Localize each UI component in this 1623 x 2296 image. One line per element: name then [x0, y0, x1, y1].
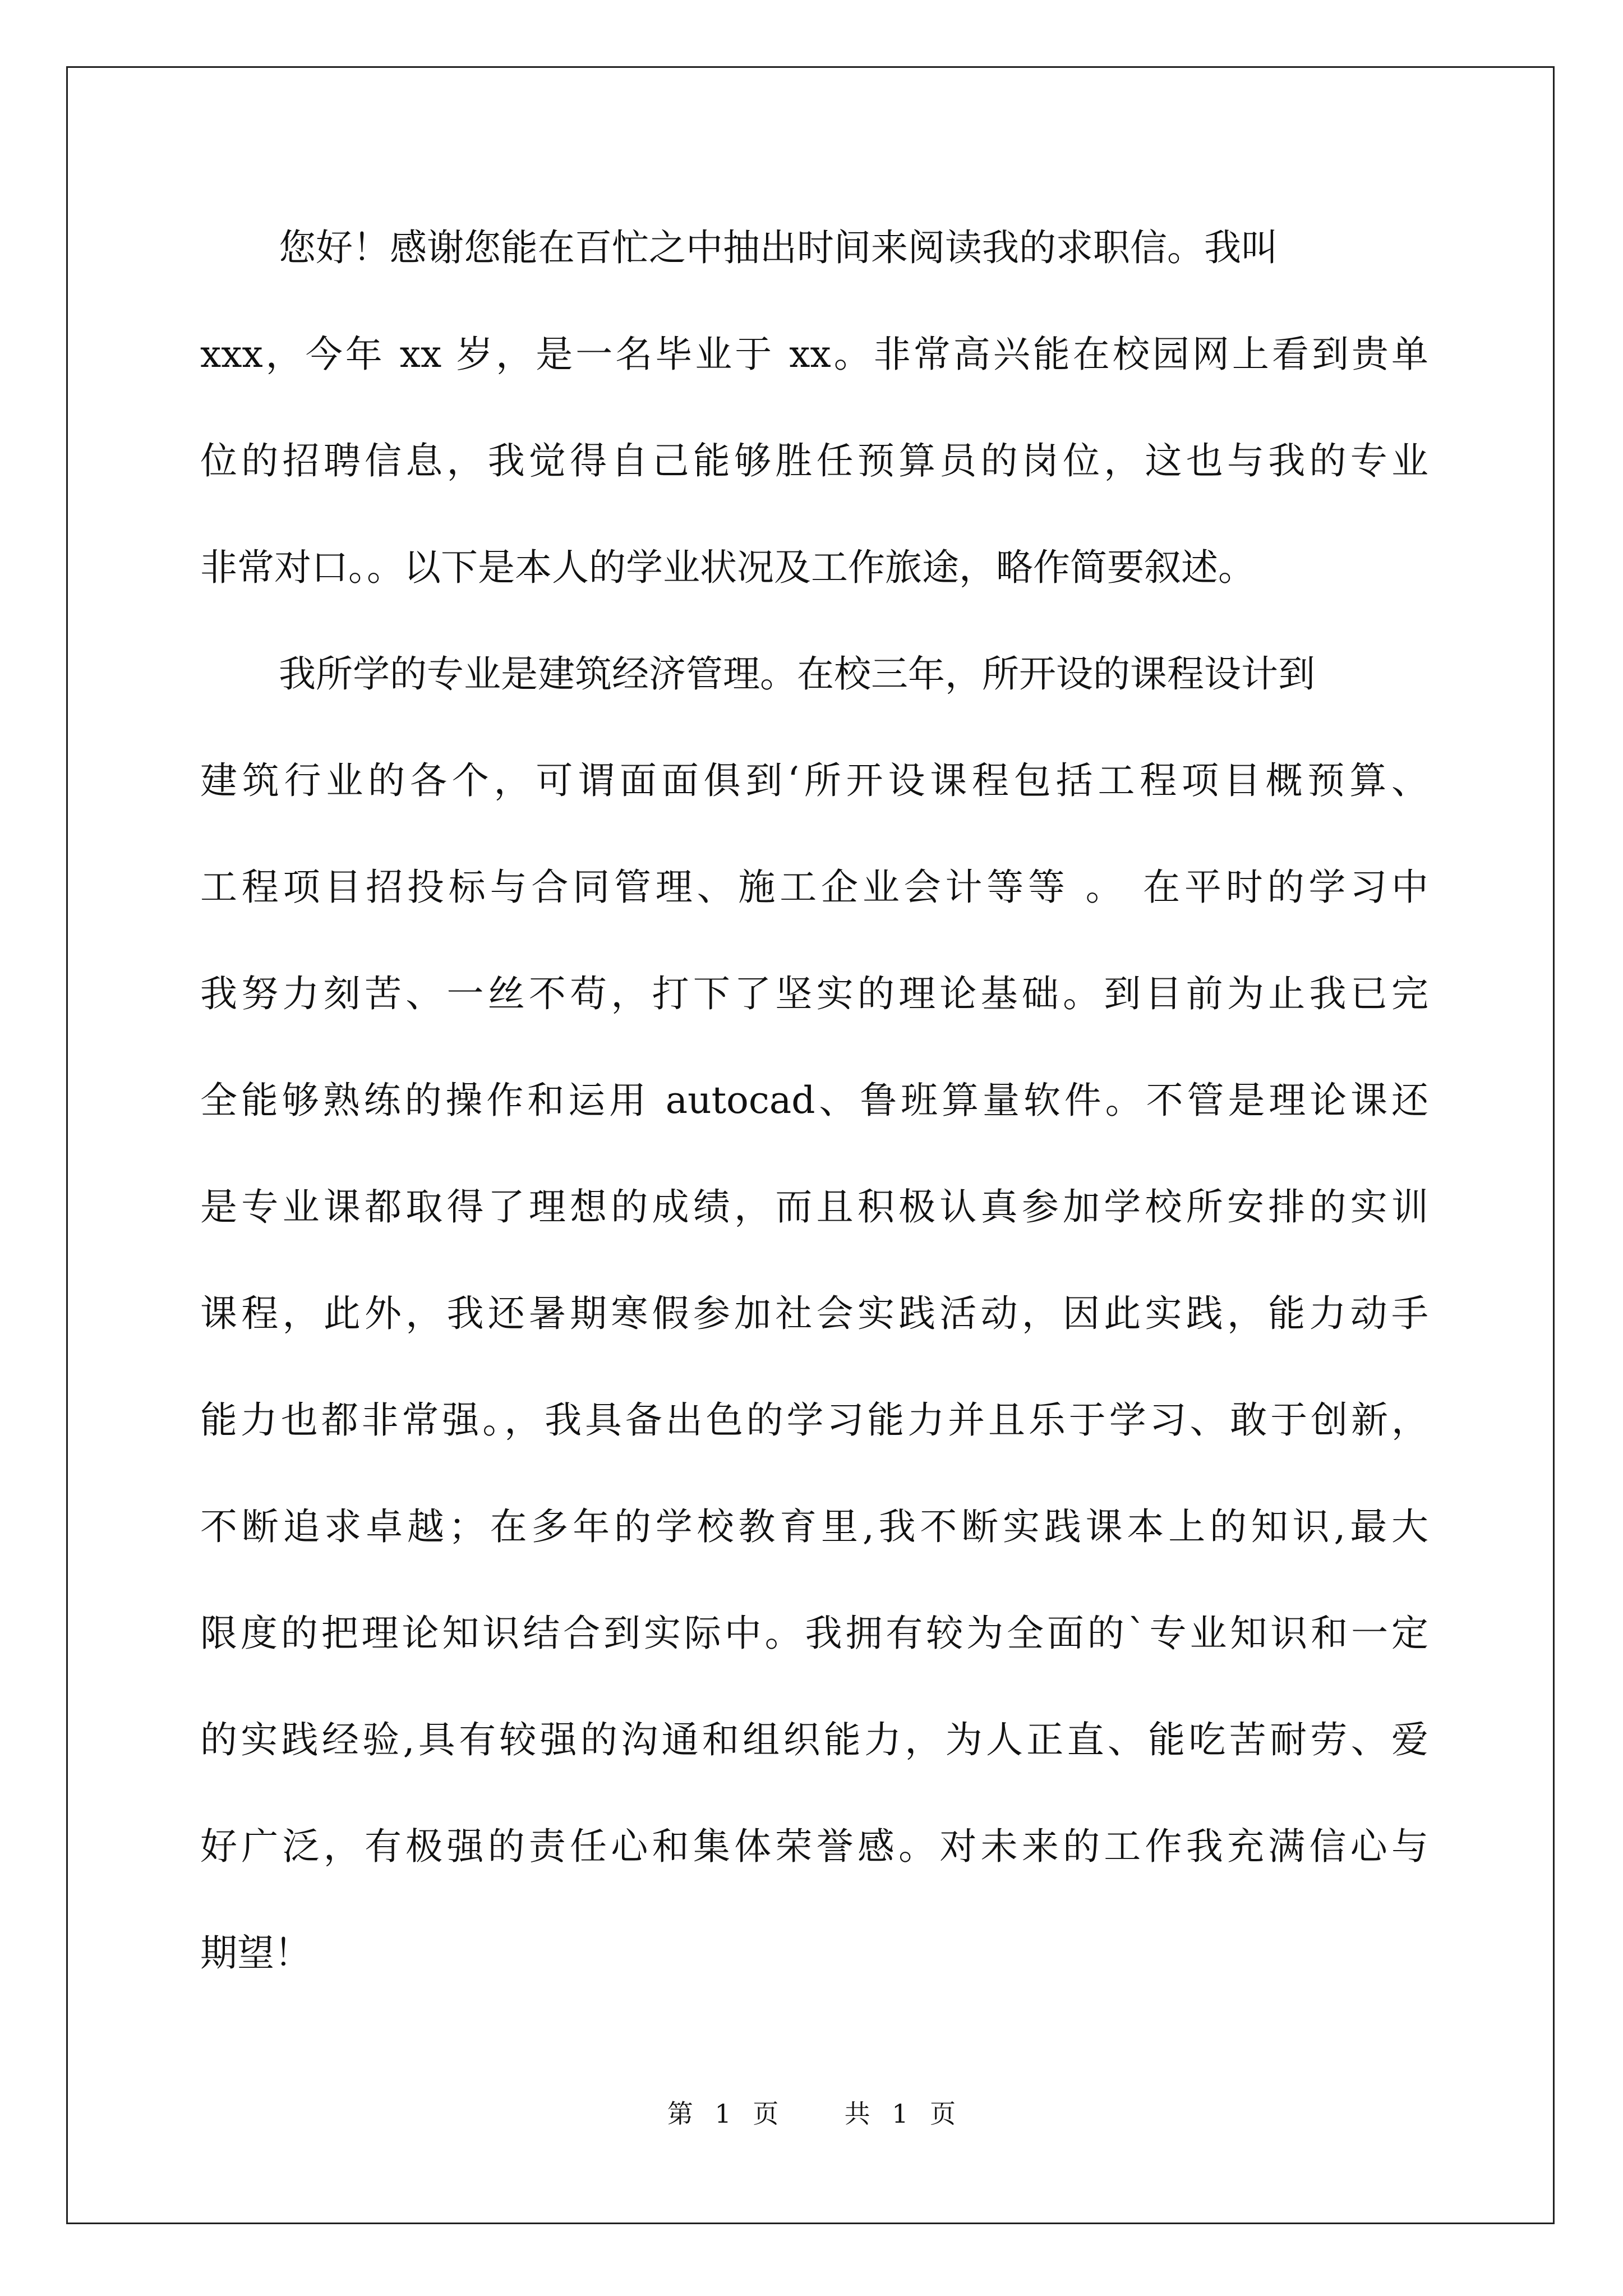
page-border [66, 66, 1555, 2224]
paragraph-1-line-4: 非常对口。。以下是本人的学业状况及工作旅途，略作简要叙述。 [200, 546, 1255, 589]
paragraph-2-line-9: 不断追求卓越；在多年的学校教育里,我不断实践课本上的知识,最大 [200, 1505, 1428, 1548]
paragraph-2-line-4: 我努力刻苦、一丝不苟，打下了坚实的理论基础。到目前为止我已完 [200, 972, 1428, 1015]
paragraph-2-line-12: 好广泛，有极强的责任心和集体荣誉感。对未来的工作我充满信心与 [200, 1825, 1428, 1868]
paragraph-2-line-10: 限度的把理论知识结合到实际中。我拥有较为全面的`专业知识和一定 [200, 1612, 1428, 1655]
paragraph-1-line-1: 您好！感谢您能在百忙之中抽出时间来阅读我的求职信。我叫 [279, 226, 1278, 269]
paragraph-2-line-2: 建筑行业的各个，可谓面面俱到‘所开设课程包括工程项目概预算、 [200, 759, 1428, 802]
paragraph-1-line-2: xxx，今年 xx 岁，是一名毕业于 xx。非常高兴能在校园网上看到贵单 [200, 333, 1428, 376]
paragraph-2-line-5: 全能够熟练的操作和运用 autocad、鲁班算量软件。不管是理论课还 [200, 1079, 1428, 1122]
page-total: 共 1 页 [844, 2099, 956, 2129]
paragraph-2-line-11: 的实践经验,具有较强的沟通和组织能力，为人正直、能吃苦耐劳、爱 [200, 1718, 1428, 1761]
page-number: 第 1 页 [667, 2099, 779, 2129]
paragraph-2-line-13: 期望！ [200, 1931, 311, 1975]
paragraph-2-line-3: 工程项目招投标与合同管理、施工企业会计等等 。 在平时的学习中 [200, 866, 1428, 909]
paragraph-1-line-3: 位的招聘信息，我觉得自己能够胜任预算员的岗位，这也与我的专业 [200, 439, 1428, 482]
paragraph-2-line-7: 课程，此外，我还暑期寒假参加社会实践活动，因此实践，能力动手 [200, 1292, 1428, 1335]
paragraph-2-line-1: 我所学的专业是建筑经济管理。在校三年，所开设的课程设计到 [279, 652, 1315, 696]
paragraph-2-line-8: 能力也都非常强。，我具备出色的学习能力并且乐于学习、敢于创新， [200, 1398, 1428, 1442]
page-footer [0, 2097, 1623, 2131]
paragraph-2-line-6: 是专业课都取得了理想的成绩，而且积极认真参加学校所安排的实训 [200, 1185, 1428, 1228]
